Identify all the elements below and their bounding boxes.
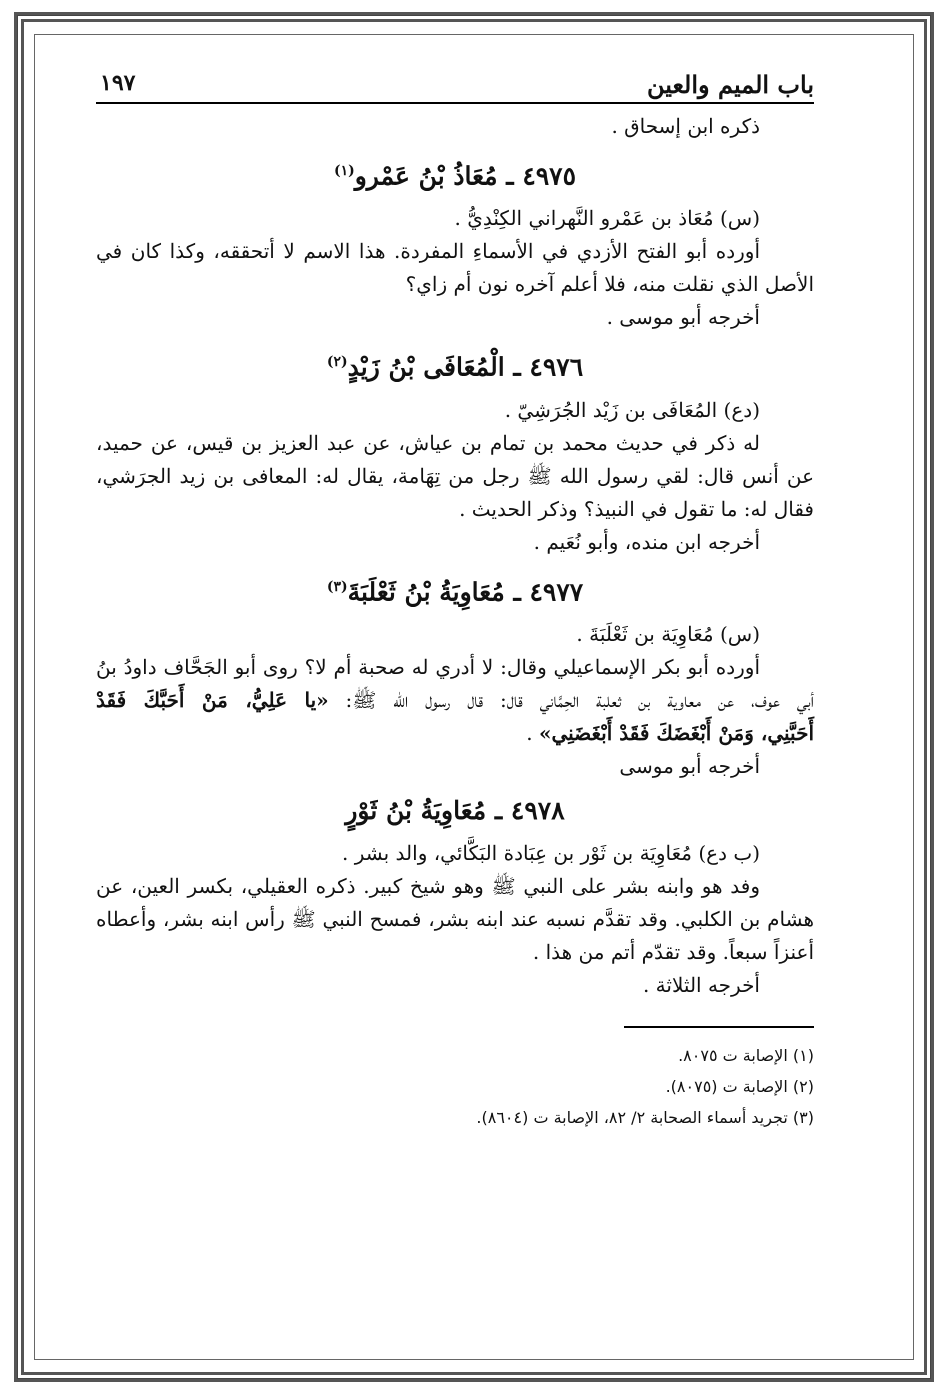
entry-4977-line1: (س) مُعَاوِيَة بن ثَعْلَبَةَ . [576, 621, 760, 646]
entry-4978-line3: هشام بن الكلبي. وقد تقدَّم نسبه عند ابنه بشر، فمسح النبي ﷺ رأس ابنه بشر، وأعطاه [96, 906, 814, 931]
entry-4978-line2: وفد هو وابنه بشر على النبي ﷺ وهو شيخ كبير. ذكره العقيلي، بكسر العين، عن [96, 873, 760, 898]
footnote-3: (٣) تجريد أسماء الصحابة ٢/ ٨٢، الإصابة ت (٨٦٠٤). [476, 1107, 814, 1127]
entry-4977-line3 [96, 684, 814, 717]
entry-4978-line5: أخرجه الثلاثة . [642, 972, 760, 997]
entry-4977-line5: أخرجه أبو موسى [619, 753, 760, 778]
entry-heading-4975 [96, 151, 814, 196]
entry-4976-line5: أخرجه ابن منده، وأبو نُعَيم . [533, 529, 760, 554]
entry-4975-line2: أورده أبو الفتح الأزدي في الأسماءِ المفردة. هذا الاسم لا أتحققه، وكذا كان في [96, 239, 760, 264]
entry-4976-line2: له ذكر في حديث محمد بن تمام بن عياش، عن عبد العزيز بن قيس، عن حميد، [96, 430, 760, 455]
entry-4976-line3: عن أنس قال: لقي رسول الله ﷺ رجل من تِهَامة، يقال له: المعافى بن زيد الجرَشي، [96, 463, 814, 488]
entry-4977-line3-text: أبي عوف، عن معاوية بن ثعلبة الحِمَّاني قال: قال رسول الله ﷺ: [345, 687, 815, 712]
running-head: باب الميم والعين [646, 70, 814, 99]
entry-4975-line1: (س) مُعَاذ بن عَمْرو النَّهراني الكِنْدِيُّ . [454, 206, 760, 231]
entry-heading-text: ٤٩٧٥ ـ مُعَاذُ بْنُ عَمْرو [354, 161, 577, 191]
entry-4975-line4: أخرجه أبو موسى . [606, 305, 760, 330]
entry-heading-text: ٤٩٧٦ ـ الْمُعَافَى بْنُ زَيْدٍ [347, 352, 584, 382]
entry-4975-line3: الأصل الذي نقلت منه، فلا أعلم آخره نون أم زاي؟ [405, 272, 814, 297]
entry-4977-line4-end: . [526, 720, 539, 745]
entry-heading-4976 [96, 342, 814, 387]
entry-4976-line4: فقال له: ما تقول في النبيذ؟ وذكر الحديث . [459, 496, 814, 521]
hadith-quote-end: أَحَبَّنِي، وَمَنْ أَبْغَضَكَ فَقَدْ أَبْغَضَنِي» [538, 720, 814, 745]
entry-heading-text: ٤٩٧٨ ـ مُعَاوِيَةُ بْنُ ثَوْرٍ [345, 795, 565, 825]
entry-4977-line4 [96, 717, 814, 750]
footnote-marker: (٣) [326, 578, 348, 595]
page-header [96, 68, 814, 104]
hadith-quote-start: «يا عَلِيُّ، مَنْ أَحَبَّكَ فَقَدْ [96, 687, 329, 712]
footnote-separator [624, 1026, 814, 1028]
entry-4976-line1: (دع) المُعَافَى بن زَيْد الجُرَشِيّ . [504, 397, 760, 422]
intro-line: ذكره ابن إسحاق . [611, 114, 760, 138]
entry-4978-line4: أعنزاً سبعاً. وقد تقدّم أتم من هذا . [532, 939, 814, 964]
footnote-1: (١) الإصابة ت ٨٠٧٥. [678, 1045, 814, 1065]
book-page [96, 68, 814, 1348]
entry-4978-line1: (ب دع) مُعَاوِيَة بن ثَوْر بن عِبَادة البَكَّائي، والد بشر . [342, 840, 760, 865]
entry-heading-4978 [96, 791, 814, 831]
footnote-2: (٢) الإصابة ت (٨٠٧٥). [665, 1076, 814, 1096]
footnote-marker: (١) [333, 163, 355, 179]
page-number: ١٩٧ [100, 70, 136, 96]
entry-4977-line2: أورده أبو بكر الإسماعيلي وقال: لا أدري له صحبة أم لا؟ روى أبو الجَحَّاف داودُ بنُ [96, 654, 760, 679]
footnote-marker: (٢) [326, 354, 348, 371]
entry-heading-text: ٤٩٧٧ ـ مُعَاوِيَةُ بْنُ ثَعْلَبَةَ [347, 576, 584, 606]
entry-heading-4977 [96, 567, 814, 612]
